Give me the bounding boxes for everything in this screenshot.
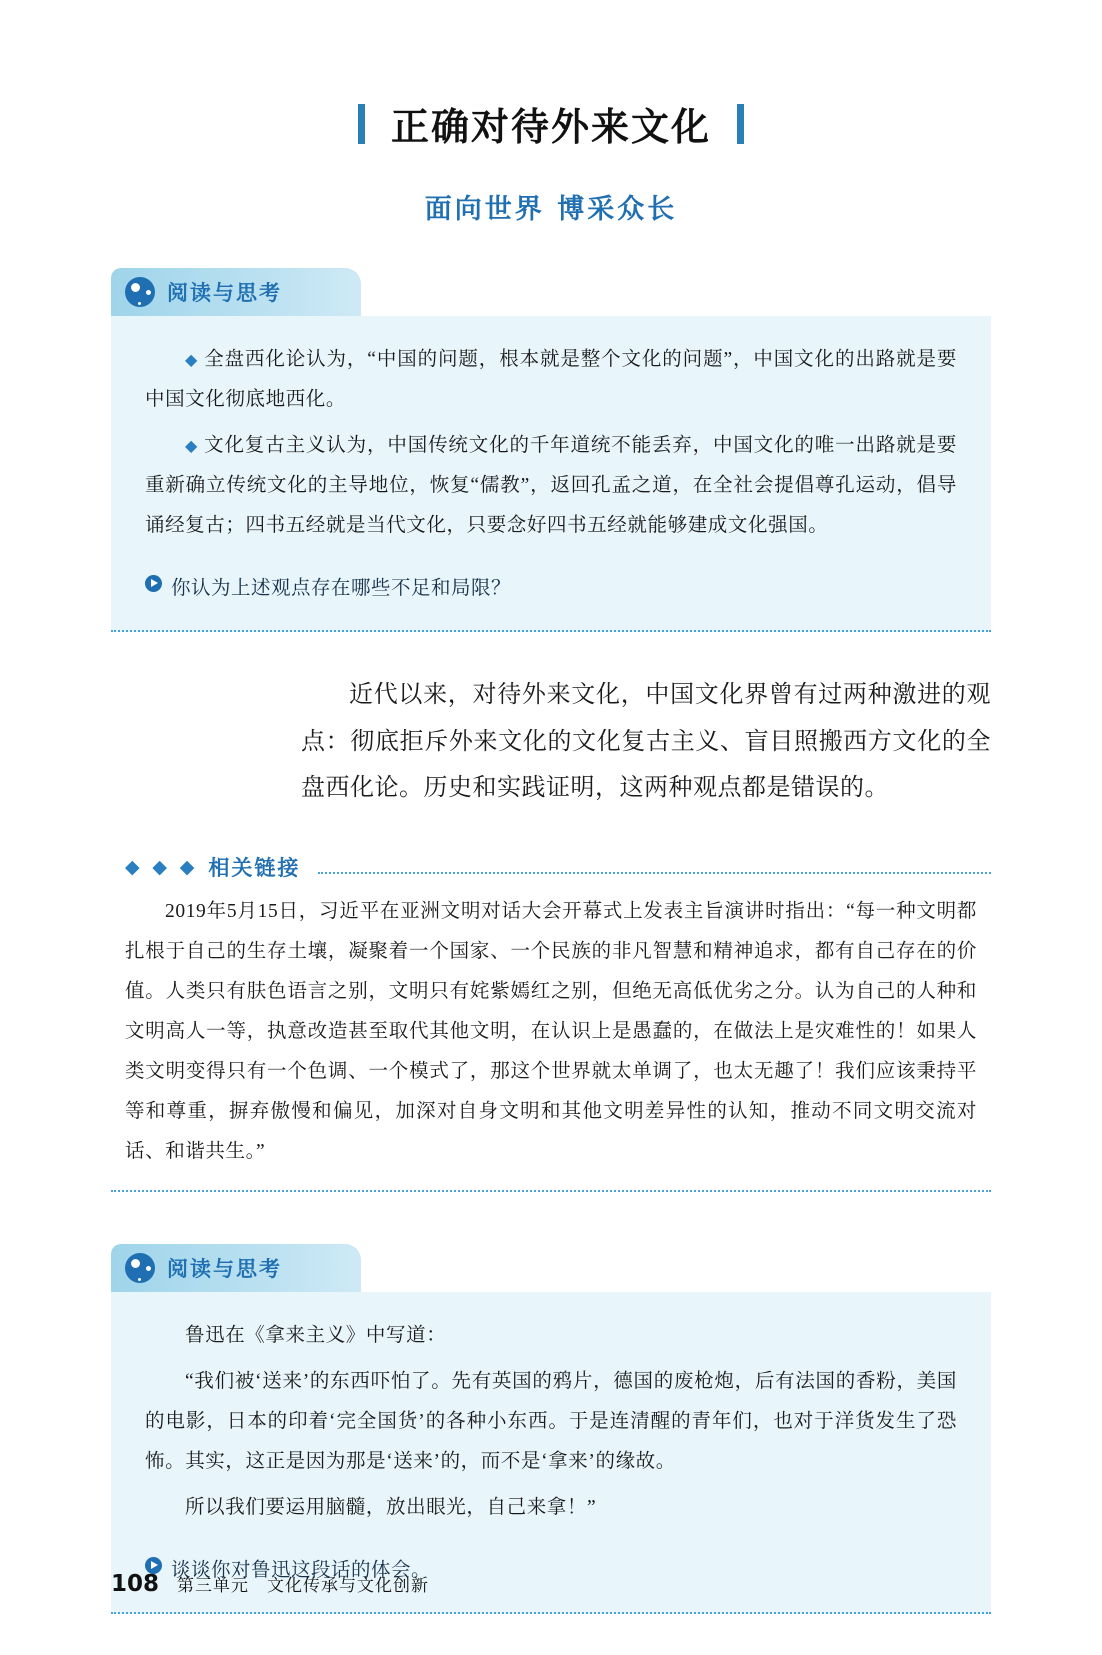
read-think-body-2 — [111, 1292, 991, 1614]
read-think-question-text-2: 谈谈你对鲁迅这段话的体会。 — [171, 1557, 432, 1581]
related-link-text: 2019年5月15日，习近平在亚洲文明对话大会开幕式上发表主旨演讲时指出：“每一种文明都扎根于自己的生存土壤，凝聚着一个国家、一个民族的非凡智慧和精神追求，都有自己存在的价值。人类只有肤色语言之别，文明只有姹紫嫣红之别，但绝无高低优劣之分。认为自己的人种和文明高人一等，执意改造甚至取代其他文明，在认识上是愚蠢的，在做法上是灾难性的！如果人类文明变得只有一个色调、一个模式了，那这个世界就太单调了，也太无趣了！我们应该秉持平等和尊重，摒弃傲慢和偏见，加深对自身文明和其他文明差异性的认知，推动不同文明交流对话、和谐共生。” — [125, 901, 977, 1163]
read-think-paragraph: “我们被‘送来’的东西吓怕了。先有英国的鸦片，德国的废枪炮，后有法国的香粉，美国的电影，日本的印着‘完全国货’的各种小东西。于是连清醒的青年们，也对于洋货发生了恐怖。其实，这正是因为那是‘送来’的，而不是‘拿来’的缘故。 — [145, 1370, 957, 1472]
diamonds-icon: ◆ ◆ ◆ — [125, 856, 199, 878]
page-title: 正确对待外来文化 — [390, 105, 711, 149]
page-content — [111, 268, 991, 1614]
footer-unit-text: 第三单元 文化传承与文化创新 — [177, 1576, 430, 1596]
read-think-paragraph — [145, 426, 957, 546]
read-think-question-1 — [145, 572, 957, 600]
read-think-icon — [125, 277, 155, 307]
dotted-divider — [318, 860, 991, 874]
read-think-question-text-1: 你认为上述观点存在哪些不足和局限？ — [171, 575, 512, 599]
read-think-body-1 — [111, 316, 991, 632]
read-think-paragraph: 所以我们要运用脑髓，放出眼光，自己来拿！” — [185, 1496, 597, 1518]
read-think-icon — [125, 1253, 155, 1283]
read-think-block-2 — [111, 1244, 991, 1614]
play-arrow-icon — [145, 575, 162, 592]
related-link-header — [111, 852, 991, 882]
page-subtitle: 面向世界 博采众长 — [424, 194, 678, 225]
read-think-paragraph: 鲁迅在《拿来主义》中写道： — [185, 1325, 447, 1347]
read-think-paragraph-text: 文化复古主义认为，中国传统文化的千年道统不能丢弃，中国文化的唯一出路就是要重新确立传统文化的主导地位，恢复“儒教”，返回孔孟之道，在全社会提倡尊孔运动，倡导诵经复古；四书五经就是当代文化，只要念好四书五经就能够建成文化强国。 — [145, 434, 958, 536]
related-link-block — [111, 852, 991, 1192]
related-link-label: 相关链接 — [208, 856, 301, 881]
diamond-bullet-icon: ◆ — [185, 352, 199, 369]
read-think-block-1 — [111, 268, 991, 632]
page-title-row — [0, 96, 1102, 151]
main-paragraph-text: 近代以来，对待外来文化，中国文化界曾有过两种激进的观点：彻底拒斥外来文化的文化复古主义、盲目照搬西方文化的全盘西化论。历史和实践证明，这两种观点都是错误的。 — [301, 681, 991, 802]
title-bar-right — [737, 104, 744, 144]
read-think-paragraph-text: 全盘西化论认为，“中国的问题，根本就是整个文化的问题”，中国文化的出路就是要中国文化彻底地西化。 — [145, 349, 957, 410]
read-think-label-2: 阅读与思考 — [167, 1257, 282, 1282]
main-paragraph-block — [111, 672, 991, 812]
title-bar-left — [358, 104, 365, 144]
page-number: 108 — [111, 1571, 160, 1597]
read-think-header-1 — [111, 268, 361, 316]
textbook-page — [0, 96, 1102, 1655]
diamond-bullet-icon: ◆ — [185, 437, 199, 455]
read-think-label-1: 阅读与思考 — [167, 281, 282, 305]
read-think-paragraph — [145, 340, 957, 420]
read-think-header-2 — [111, 1244, 361, 1292]
related-link-body — [111, 882, 991, 1192]
page-footer — [111, 1571, 429, 1597]
